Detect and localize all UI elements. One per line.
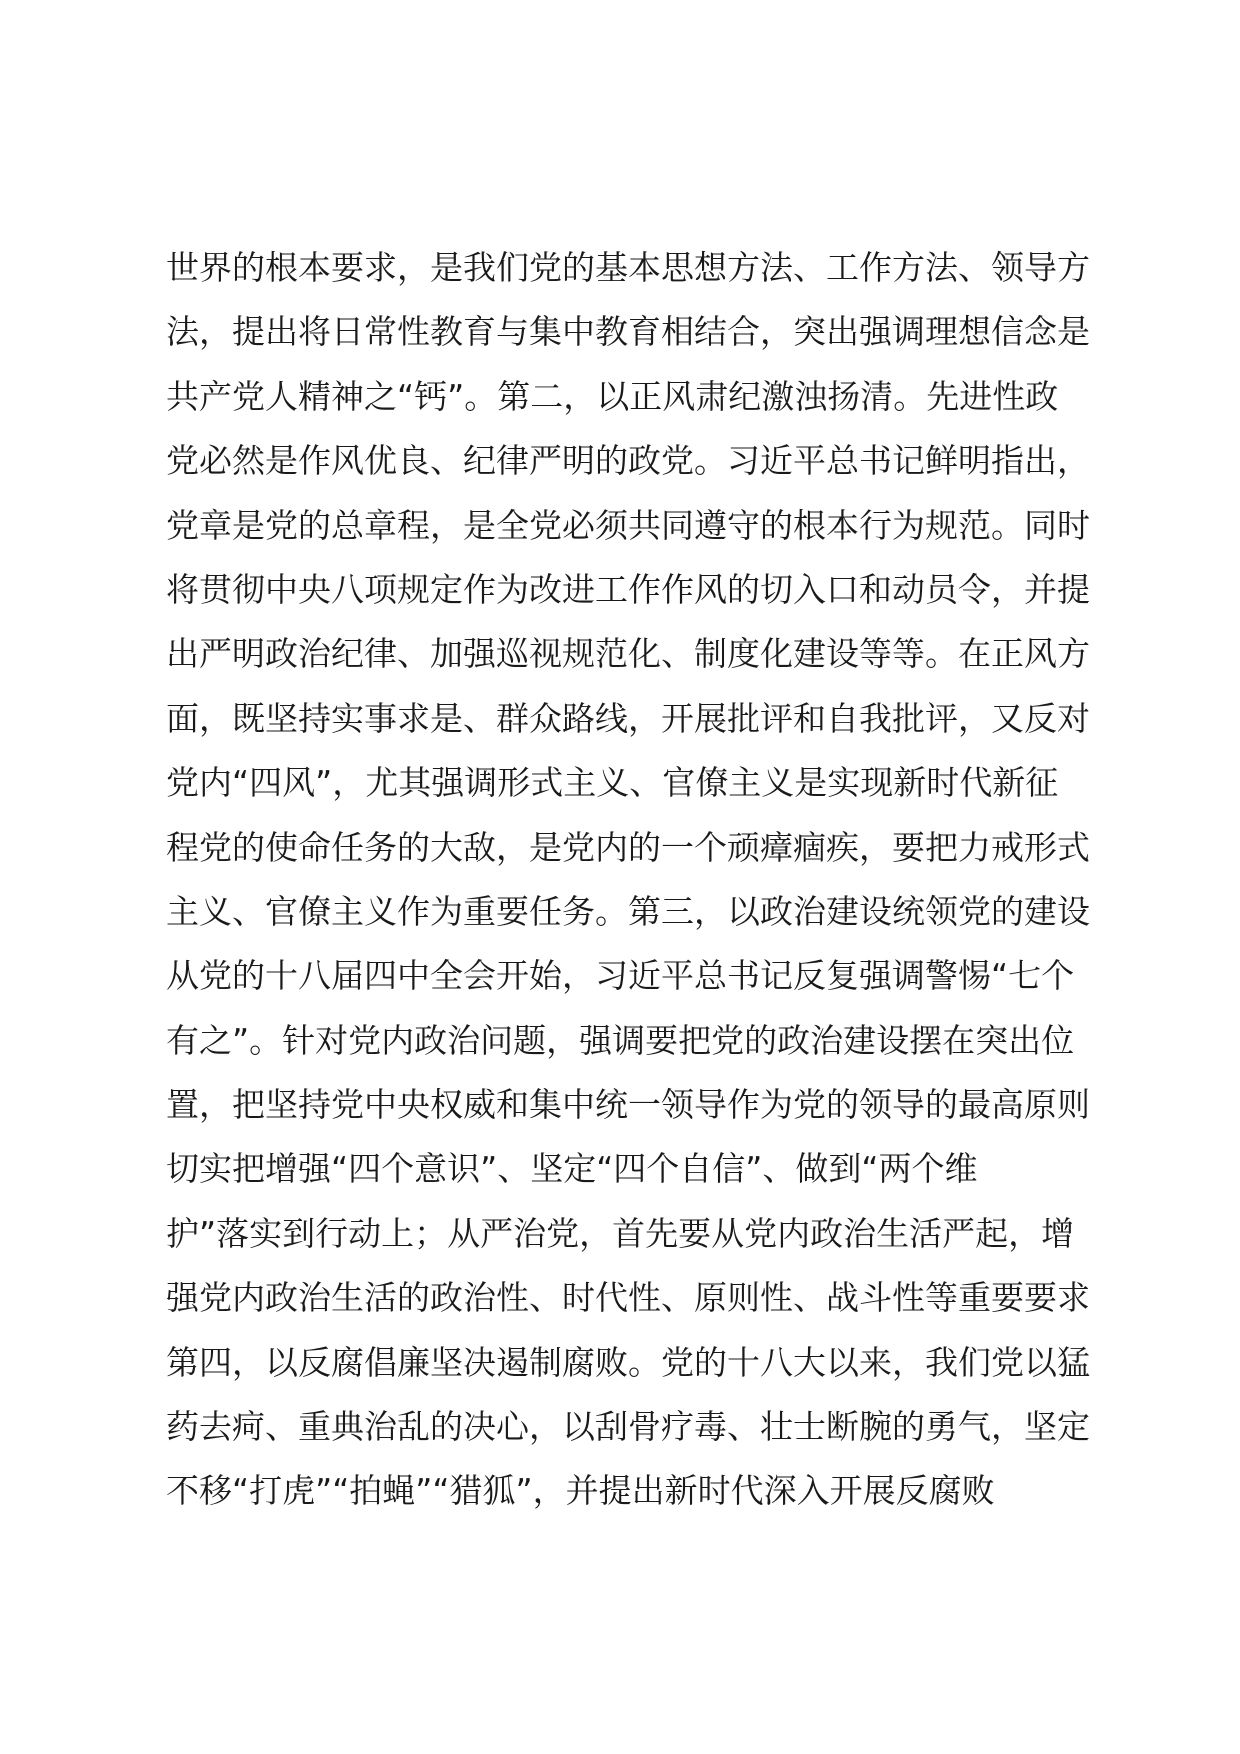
text-line-15: 切实把增强“四个意识”、坚定“四个自信”、做到“两个维 bbox=[166, 1149, 978, 1189]
text-line-1: 世界的根本要求，是我们党的基本思想方法、工作方法、领导方 bbox=[166, 248, 1090, 287]
text-line-10: 程党的使命任务的大敌，是党内的一个顽瘴痼疾，要把力戒形式 bbox=[166, 827, 1090, 867]
text-line-19: 药去疴、重典治乱的决心，以刮骨疗毒、壮士断腕的勇气，坚定 bbox=[166, 1407, 1090, 1447]
text-line-6: 将贯彻中央八项规定作为改进工作作风的切入口和动员令，并提 bbox=[166, 569, 1090, 609]
text-line-3: 共产党人精神之“钙”。第二，以正风肃纪激浊扬清。先进性政 bbox=[166, 376, 1059, 416]
text-line-8: 面，既坚持实事求是、群众路线，开展批评和自我批评，又反对 bbox=[166, 698, 1090, 738]
text-line-7: 出严明政治纪律、加强巡视规范化、制度化建设等等。在正风方 bbox=[166, 634, 1090, 674]
text-line-5: 党章是党的总章程，是全党必须共同遵守的根本行为规范。同时 bbox=[166, 505, 1090, 545]
text-line-12: 从党的十八届四中全会开始，习近平总书记反复强调警惕“七个 bbox=[166, 956, 1075, 996]
text-line-18: 第四，以反腐倡廉坚决遏制腐败。党的十八大以来，我们党以猛 bbox=[166, 1342, 1090, 1382]
text-line-4: 党必然是作风优良、纪律严明的政党。习近平总书记鲜明指出， bbox=[166, 441, 1090, 481]
body-text bbox=[166, 236, 1106, 1524]
text-line-2: 法，提出将日常性教育与集中教育相结合，突出强调理想信念是 bbox=[166, 312, 1090, 352]
text-line-14: 置，把坚持党中央权威和集中统一领导作为党的领导的最高原则 bbox=[166, 1085, 1090, 1125]
text-line-16: 护”落实到行动上；从严治党，首先要从党内政治生活严起，增 bbox=[166, 1213, 1075, 1253]
text-line-11: 主义、官僚主义作为重要任务。第三，以政治建设统领党的建设 bbox=[166, 891, 1090, 931]
text-line-13: 有之”。针对党内政治问题，强调要把党的政治建设摆在突出位 bbox=[166, 1020, 1075, 1060]
text-line-20: 不移“打虎”“拍蝇”“猎狐”，并提出新时代深入开展反腐败 bbox=[166, 1471, 995, 1511]
text-line-17: 强党内政治生活的政治性、时代性、原则性、战斗性等重要要求 bbox=[166, 1278, 1090, 1318]
text-line-9: 党内“四风”，尤其强调形式主义、官僚主义是实现新时代新征 bbox=[166, 763, 1059, 803]
